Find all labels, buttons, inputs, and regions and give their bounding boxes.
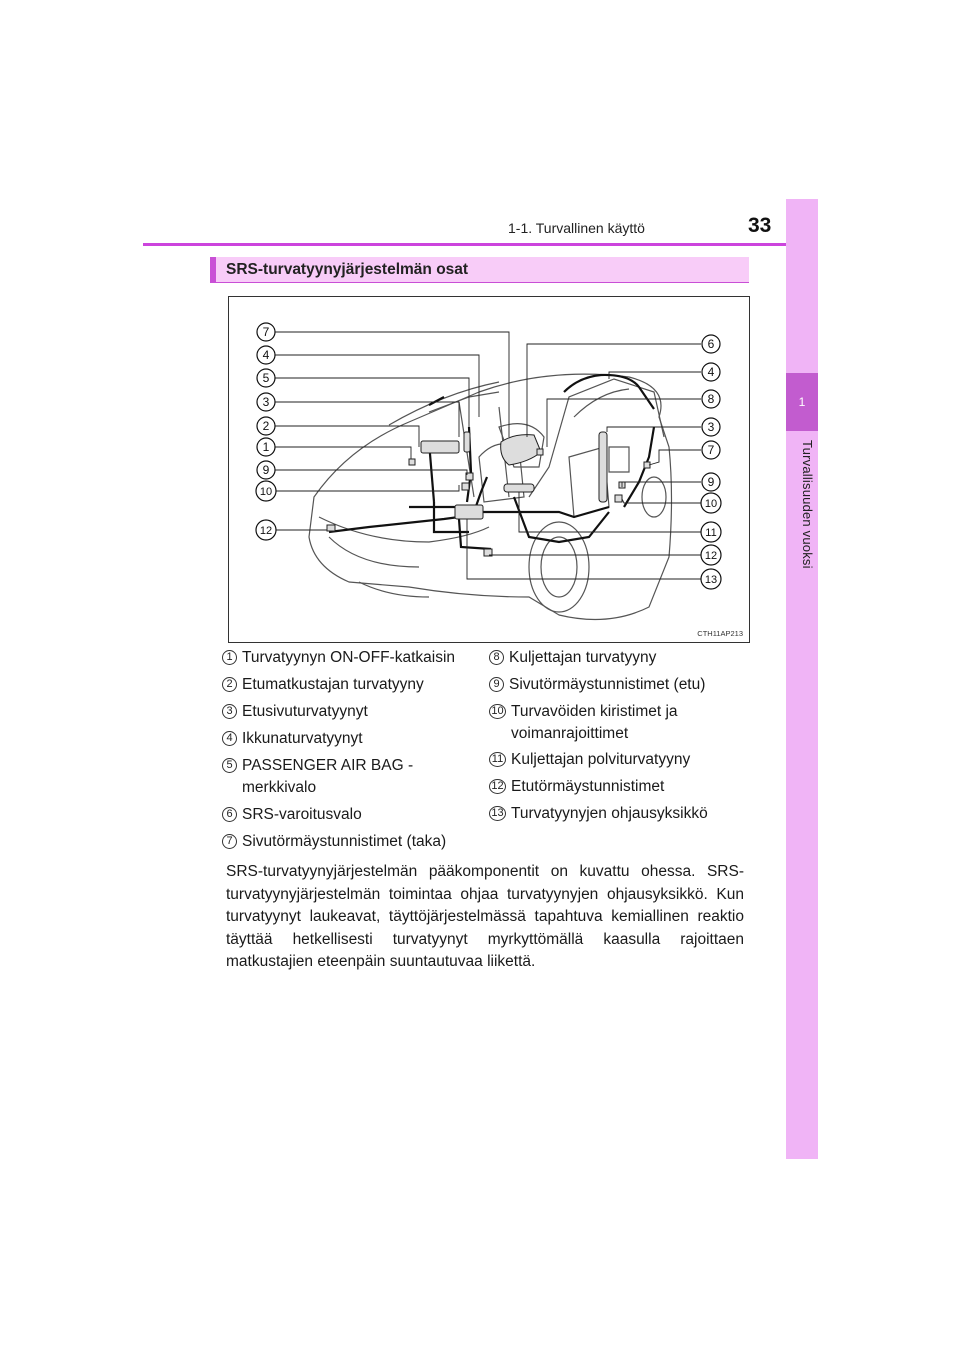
callout-left-12: 12	[259, 525, 273, 537]
callout-right-3: 3	[707, 420, 715, 434]
legend-text: Turvatyynyn ON-OFF-katkaisin	[242, 649, 456, 666]
legend-number: 8	[489, 650, 504, 665]
callout-left-9: 9	[262, 463, 270, 477]
callout-left-4: 4	[262, 348, 270, 362]
callout-left-3: 3	[262, 395, 270, 409]
callout-right-11: 11	[705, 527, 717, 539]
callout-right-4: 4	[707, 365, 715, 379]
legend-text-line2: voimanrajoittimet	[511, 725, 629, 742]
callout-left-1: 1	[262, 440, 270, 454]
section-header-bar	[210, 257, 749, 283]
callout-left-2: 2	[262, 419, 270, 433]
right-callouts	[229, 297, 749, 642]
callout-right-12: 12	[704, 550, 718, 562]
legend-text: Turvatyynyjen ohjausyksikkö	[511, 805, 708, 822]
legend-number: 1	[222, 650, 237, 665]
legend-text: Sivutörmäystunnistimet (taka)	[242, 833, 447, 850]
legend-text: Etumatkustajan turvatyyny	[242, 676, 424, 693]
airbag-system-figure	[228, 296, 750, 643]
chapter-number: 1	[786, 373, 818, 431]
header-rule	[143, 243, 818, 246]
chapter-title: Turvallisuuden vuoksi	[800, 440, 815, 569]
legend-number: 9	[489, 677, 504, 692]
legend-text: SRS-varoitusvalo	[242, 806, 362, 823]
section-title: SRS-turvatyynyjärjestelmän osat	[226, 261, 469, 278]
callout-right-8: 8	[707, 392, 715, 406]
legend-number: 7	[222, 834, 237, 849]
callout-right-7: 7	[707, 443, 715, 457]
legend-text: Etutörmäystunnistimet	[511, 778, 665, 795]
chapter-tab	[786, 199, 818, 1159]
legend-text: Sivutörmäystunnistimet (etu)	[509, 676, 706, 693]
page-number: 33	[748, 214, 772, 237]
callout-right-13: 13	[704, 574, 718, 586]
callout-right-9: 9	[707, 475, 715, 489]
legend-text: Kuljettajan polviturvatyyny	[511, 751, 691, 768]
legend-text: PASSENGER AIR BAG -	[242, 757, 414, 774]
legend-text: Kuljettajan turvatyyny	[509, 649, 657, 666]
legend-number: 11	[489, 752, 506, 767]
body-paragraph: SRS-turvatyynyjärjestelmän pääkomponentit on kuvattu ohessa. SRS-turvatyynyjärjestelmän toimintaa ohjaa turvatyynyjen ohjausyksikkö. Kun turvatyynyt laukeavat, täyttöjärjestelmässä tapahtuva kemiallinen reaktio täyttää hetkellisesti turvatyynyt myrkyttömällä kaasulla rajoittaen matkustajien eteenpäin suuntautuvaa liikettä.	[226, 863, 744, 970]
legend-number: 5	[222, 758, 237, 773]
callout-right-6: 6	[707, 337, 715, 351]
legend-text: Etusivuturvatyynyt	[242, 703, 368, 720]
legend-number: 10	[489, 704, 506, 719]
legend-text-line2: merkkivalo	[242, 779, 317, 796]
legend-number: 6	[222, 807, 237, 822]
callout-left-10: 10	[259, 486, 273, 498]
callout-left-7: 7	[262, 325, 270, 339]
legend-number: 3	[222, 704, 237, 719]
callout-right-10: 10	[704, 498, 718, 510]
legend-number: 13	[489, 806, 506, 821]
figure-id: CTH11AP213	[697, 629, 743, 638]
legend-number: 4	[222, 731, 237, 746]
legend-text: Turvavöiden kiristimet ja	[511, 703, 678, 720]
running-header: 1-1. Turvallinen käyttö	[508, 220, 645, 236]
callout-left-5: 5	[262, 371, 270, 385]
legend-number: 12	[489, 779, 506, 794]
legend-text: Ikkunaturvatyynyt	[242, 730, 363, 747]
legend-number: 2	[222, 677, 237, 692]
